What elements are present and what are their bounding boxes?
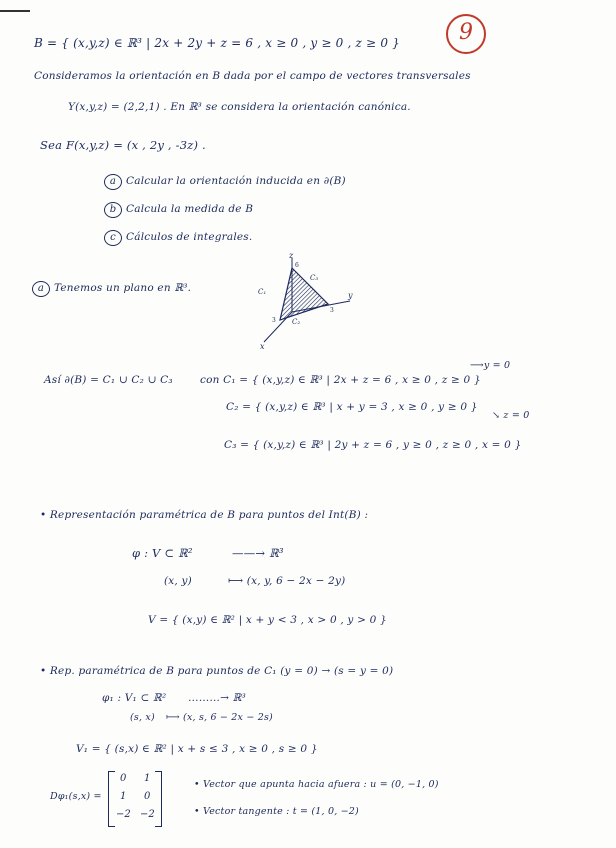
param-rep-c1-heading: • Rep. paramétrica de B para puntos de C₁ (y = 0) → (s = y = 0): [40, 665, 394, 677]
part-a-marker: a: [32, 281, 50, 297]
V-definition: V = { (x,y) ∈ ℝ² | x + y < 3 , x > 0 , y > 0 }: [148, 614, 387, 626]
outward-vector-note: • Vector que apunta hacia afuera : u = (0, −1, 0): [194, 779, 439, 790]
task-a-marker: a: [104, 174, 122, 190]
c2-definition: C₂ = { (x,y,z) ∈ ℝ³ | x + y = 3 , x ≥ 0 , y ≥ 0 }: [226, 401, 478, 413]
phi-domain: φ : V ⊂ ℝ²: [132, 546, 193, 560]
c1-arrow-note: ⟶y = 0: [470, 360, 511, 371]
c2-arrow-note: ↘ z = 0: [492, 410, 530, 421]
x-label: x: [260, 342, 265, 350]
plane-sketch: [250, 250, 360, 350]
z-label: z: [289, 251, 294, 260]
matrix-right-bracket: [155, 771, 162, 827]
phi1-map: ⟼ (x, s, 6 − 2x − 2s): [166, 712, 273, 723]
triangle-B: [280, 268, 328, 320]
matrix-cell: 1: [144, 773, 151, 784]
three-y-label: 3: [330, 307, 334, 314]
param-rep-heading: • Representación paramétrica de B para puntos del Int(B) :: [40, 509, 369, 521]
jacobian-label: Dφ₁(s,x) =: [50, 791, 102, 802]
vector-field-statement: Y(x,y,z) = (2,2,1) . En ℝ³ se considera la orientación canónica.: [68, 101, 411, 113]
part-a-text: Tenemos un plano en ℝ³.: [54, 282, 192, 294]
matrix-left-bracket: [108, 771, 115, 827]
task-a: [104, 174, 346, 190]
matrix-cell: −2: [140, 809, 155, 820]
phi-output: (x, y, 6 − 2x − 2y): [246, 575, 346, 587]
c2-arrow-text: z = 0: [503, 410, 530, 421]
phi-map: ⟼ (x, y, 6 − 2x − 2y): [228, 575, 346, 587]
c1-definition: con C₁ = { (x,y,z) ∈ ℝ³ | 2x + z = 6 , x ≥ 0 , z ≥ 0 }: [200, 374, 481, 386]
phi1-domain: φ₁ : V₁ ⊂ ℝ²: [102, 692, 167, 704]
part-a-intro: [32, 281, 191, 297]
y-label: y: [348, 291, 353, 300]
matrix-cell: 0: [120, 773, 127, 784]
corner-dash: [0, 10, 30, 12]
task-c: [104, 230, 252, 246]
task-c-marker: c: [104, 230, 122, 246]
phi-input: (x, y): [164, 575, 192, 587]
c1-arrow-text: y = 0: [483, 360, 511, 371]
field-F-definition: Sea F(x,y,z) = (x , 2y , -3z) .: [40, 138, 206, 152]
phi1-input: (s, x): [130, 712, 155, 723]
three-x-label: 3: [272, 317, 276, 324]
set-definition: B = { (x,y,z) ∈ ℝ³ | 2x + 2y + z = 6 , x ≥ 0 , y ≥ 0 , z ≥ 0 }: [34, 36, 401, 50]
tangent-vector-note: • Vector tangente : t = (1, 0, −2): [194, 806, 359, 817]
orientation-statement: Consideramos la orientación en B dada por el campo de vectores transversales: [34, 70, 471, 82]
task-a-text: Calcular la orientación inducida en ∂(B): [126, 175, 346, 187]
page-number-circle: [446, 14, 486, 54]
page-number: 9: [459, 20, 473, 45]
c3-label: C₃: [310, 274, 319, 282]
c2-label: C₂: [292, 318, 301, 326]
task-b: [104, 202, 253, 218]
boundary-union: Así ∂(B) = C₁ ∪ C₂ ∪ C₃: [44, 374, 173, 386]
task-b-marker: b: [104, 202, 122, 218]
matrix-cell: −2: [116, 809, 131, 820]
task-c-text: Cálculos de integrales.: [126, 231, 253, 243]
matrix-cell: 0: [144, 791, 151, 802]
c1-label: C₁: [258, 288, 267, 296]
phi1-codomain: ℝ³: [232, 692, 246, 704]
phi1-arrow: ………→ ℝ³: [188, 692, 246, 704]
matrix-cell: 1: [120, 791, 127, 802]
phi-codomain: ℝ³: [269, 546, 284, 560]
phi-arrow: ——→ ℝ³: [232, 546, 284, 560]
c3-definition: C₃ = { (x,y,z) ∈ ℝ³ | 2y + z = 6 , y ≥ 0 , z ≥ 0 , x = 0 }: [224, 439, 522, 451]
jacobian-matrix: [108, 771, 162, 825]
six-label: 6: [295, 262, 299, 269]
V1-definition: V₁ = { (s,x) ∈ ℝ² | x + s ≤ 3 , x ≥ 0 , s ≥ 0 }: [76, 743, 318, 755]
task-b-text: Calcula la medida de B: [126, 203, 254, 215]
phi1-output: (x, s, 6 − 2x − 2s): [183, 712, 273, 723]
